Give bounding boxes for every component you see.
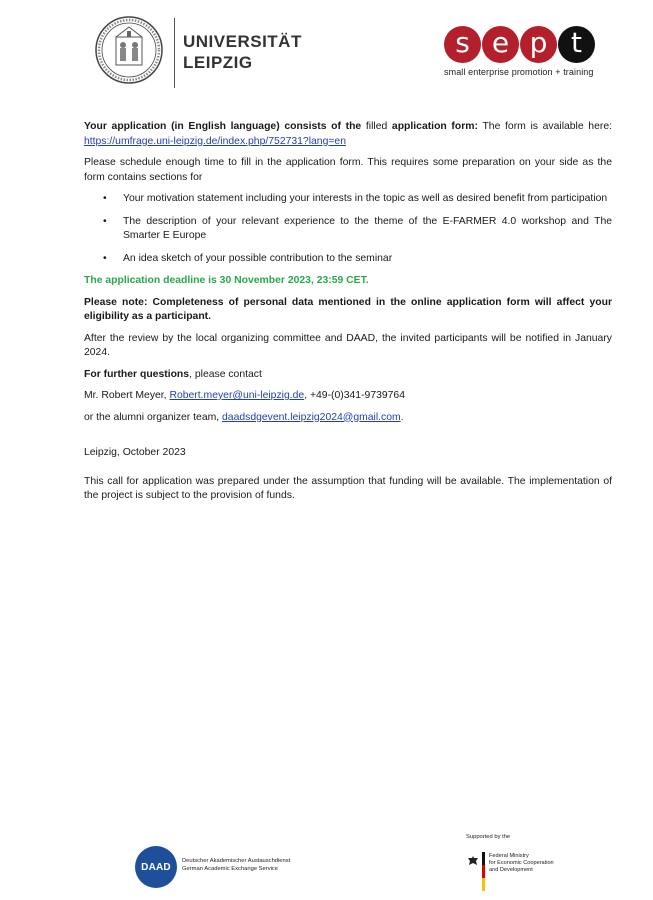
bmz-name-line2: for Economic Cooperation: [489, 860, 554, 866]
contact-alumni-suffix: .: [400, 411, 404, 423]
contact-meyer-email-link[interactable]: Robert.meyer@uni-leipzig.de: [169, 390, 305, 401]
university-name-line1: UNIVERSITÄT: [183, 32, 302, 51]
completeness-note: [84, 296, 612, 325]
contact-alumni-email-link[interactable]: daadsdgevent.leipzig2024@gmail.com: [222, 411, 401, 423]
supported-by-label: Supported by the: [466, 834, 511, 840]
review-paragraph: After the review by the local organizing committee and DAAD, the invited participants will be notified in January 2024.: [84, 332, 612, 358]
daad-name-german: Deutscher Akademischer Austauschdienst: [182, 858, 291, 864]
bmz-name: [489, 853, 554, 874]
list-item-experience: • The description of your relevant experience to the theme of the E-FARMER 4.0 workshop and The Smarter E Europe: [84, 215, 612, 244]
application-form-paragraph: [84, 120, 612, 149]
federal-eagle-icon: [467, 855, 479, 867]
sept-letter-p: p: [520, 26, 557, 63]
university-name-line2: LEIPZIG: [183, 53, 253, 72]
application-intro-text: filled: [361, 121, 392, 132]
contact-alumni: [84, 411, 612, 426]
sept-letter-t: t: [558, 26, 595, 63]
application-form-availability: The form is available here:: [477, 121, 612, 132]
university-seal-logo: [94, 15, 164, 85]
bmz-logo: [461, 825, 571, 893]
contact-alumni-prefix: or the alumni organizer team,: [84, 411, 223, 423]
daad-logo: DAAD: [135, 846, 177, 888]
completeness-note-text: Please note: Completeness of personal data mentioned in the online application form will affect your eligibility as a participant.: [84, 296, 612, 322]
application-form-link[interactable]: https://umfrage.uni-leipzig.de/index.php/752731?lang=en: [84, 135, 346, 147]
contact-meyer-phone: , +49-(0)341-9739764: [304, 390, 405, 401]
application-intro-bold: Your application (in English language) consists of the: [84, 121, 362, 132]
contact-meyer-name: Mr. Robert Meyer,: [84, 390, 170, 401]
place-date: Leipzig, October 2023: [84, 447, 186, 458]
sept-letter-e: e: [482, 26, 519, 63]
bmz-name-line3: and Development: [489, 867, 533, 873]
daad-name-english: German Academic Exchange Service: [182, 866, 279, 872]
bmz-name-line1: Federal Ministry: [489, 853, 529, 859]
list-item-motivation: • Your motivation statement including your interests in the topic as well as desired benefit from participation: [84, 192, 612, 207]
sept-logo: [444, 26, 600, 77]
german-flag-bar: [482, 852, 485, 891]
university-name: [183, 31, 302, 73]
form-sections-list: [84, 192, 612, 266]
document-body: [84, 120, 612, 511]
list-item-idea-sketch: • An idea sketch of your possible contribution to the seminar: [84, 252, 612, 267]
questions-text: , please contact: [189, 368, 262, 380]
application-form-label: application form:: [391, 121, 478, 132]
contact-meyer: [84, 389, 612, 404]
daad-name: [182, 857, 290, 873]
sept-tagline: small enterprise promotion + training: [444, 67, 594, 77]
questions-bold: For further questions: [84, 368, 190, 380]
header-divider: [174, 18, 175, 88]
funding-disclaimer: This call for application was prepared under the assumption that funding will be available. The implementation of the project is subject to the provision of funds.: [84, 475, 612, 501]
sept-letter-s: s: [444, 26, 481, 63]
questions-line: [84, 368, 612, 383]
application-deadline: The application deadline is 30 November 2023, 23:59 CET.: [84, 275, 369, 286]
schedule-paragraph: Please schedule enough time to fill in the application form. This requires some preparation on your side as the form contains sections for: [84, 157, 612, 183]
